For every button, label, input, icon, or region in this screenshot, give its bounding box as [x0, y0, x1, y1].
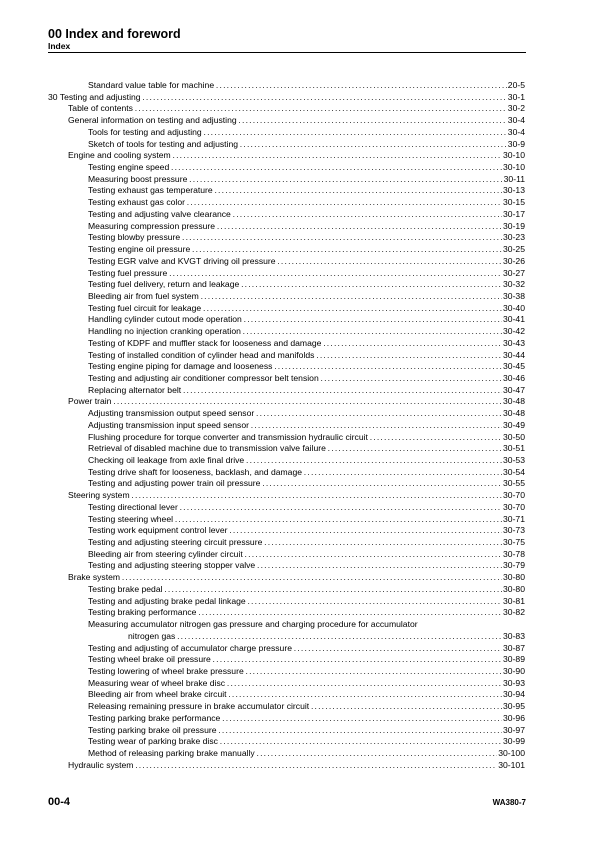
toc-entry-page: 30-100 [498, 747, 525, 758]
toc-entry-title: Testing engine oil pressure . . . [88, 244, 502, 256]
toc-entry-title: Testing work equipment control lever . . . [88, 525, 502, 537]
toc-entry-title: Brake system . . . [68, 572, 502, 584]
toc-entry-title: Testing wheel brake oil pressure . . . [88, 654, 502, 666]
toc-entry-page: 30-1 [507, 91, 525, 102]
toc-entry-title: Engine and cooling system . . . [68, 150, 502, 162]
toc-entry[interactable] [48, 478, 525, 490]
toc-entry-title: Method of releasing parking brake manually . . . [88, 748, 497, 760]
toc-entry-title: Testing of installed condition of cylinder head and manifolds . . . [88, 350, 502, 362]
toc-entry-page: 30-46 [503, 372, 525, 383]
toc-entry-page: 30-11 [503, 173, 525, 184]
toc-entry[interactable] [48, 350, 525, 362]
toc-entry-page: 30-9 [507, 138, 525, 149]
toc-entry[interactable] [48, 537, 525, 549]
toc-entry-title: Releasing remaining pressure in brake accumulator circuit . . . [88, 701, 502, 713]
toc-entry[interactable] [48, 139, 525, 151]
toc-entry-title: Testing fuel circuit for leakage . . . [88, 303, 502, 315]
toc-entry[interactable] [48, 654, 525, 666]
toc-entry-title: Testing EGR valve and KVGT driving oil pressure . . . [88, 256, 502, 268]
toc-entry[interactable] [48, 338, 525, 350]
toc-entry-page: 30-55 [503, 478, 525, 489]
toc-entry-title: Testing engine speed . . . [88, 162, 502, 174]
toc-entry[interactable] [48, 314, 525, 326]
page-title: 00 Index and foreword [48, 27, 181, 41]
toc-entry[interactable] [48, 467, 525, 479]
toc-entry-title: Testing exhaust gas temperature . . . [88, 185, 502, 197]
table-of-contents [48, 80, 525, 771]
toc-entry-title: Adjusting transmission input speed sensor . . . [88, 420, 502, 432]
toc-entry[interactable] [48, 666, 525, 678]
toc-entry-page: 30-83 [503, 630, 525, 641]
toc-entry-title: Testing braking performance . . . [88, 607, 502, 619]
toc-entry-title: Testing drive shaft for looseness, backlash, and damage . . . [88, 467, 502, 479]
toc-entry-title: Measuring boost pressure . . . [88, 174, 503, 186]
toc-entry-title: Sketch of tools for testing and adjusting . . . [88, 139, 507, 151]
toc-entry[interactable] [48, 103, 525, 115]
toc-entry[interactable] [48, 174, 525, 186]
toc-entry-title: Testing of KDPF and muffler stack for looseness and damage . . . [88, 338, 502, 350]
toc-entry-page: 30-73 [503, 525, 525, 536]
toc-entry-page: 30-40 [503, 302, 525, 313]
toc-entry-title: Testing fuel pressure . . . [88, 268, 502, 280]
toc-entry-page: 30-48 [503, 408, 525, 419]
toc-entry-page: 30-94 [503, 689, 525, 700]
toc-entry-title: Tools for testing and adjusting . . . [88, 127, 507, 139]
toc-entry[interactable] [48, 701, 525, 713]
toc-entry-page: 30-87 [503, 642, 525, 653]
toc-entry[interactable] [48, 209, 525, 221]
toc-entry[interactable] [48, 291, 525, 303]
toc-entry[interactable] [48, 490, 525, 502]
toc-entry-page: 30-25 [503, 244, 525, 255]
toc-entry-page: 30-10 [503, 150, 525, 161]
toc-entry-title-continued: nitrogen gas . . . [128, 631, 502, 643]
page-subtitle: Index [48, 41, 71, 51]
toc-entry-title: Testing directional lever . . . [88, 502, 502, 514]
toc-entry-page: 30-2 [507, 103, 525, 114]
toc-entry[interactable] [48, 725, 525, 737]
toc-entry-title: Testing and adjusting valve clearance . . . [88, 209, 502, 221]
toc-entry-page: 30-70 [503, 490, 525, 501]
toc-entry-title: Bleeding air from wheel brake circuit . . . [88, 689, 502, 701]
toc-entry-page: 30-80 [503, 583, 525, 594]
toc-entry-page: 30-71 [503, 513, 525, 524]
toc-entry-title: Testing parking brake oil pressure . . . [88, 725, 502, 737]
toc-entry-page: 30-99 [503, 736, 525, 747]
toc-entry[interactable] [48, 279, 525, 291]
toc-entry[interactable] [48, 596, 525, 608]
toc-entry[interactable] [48, 502, 525, 514]
toc-entry-page: 30-78 [503, 548, 525, 559]
toc-entry-page: 30-19 [503, 220, 525, 231]
toc-entry[interactable] [48, 678, 525, 690]
toc-entry[interactable] [48, 619, 525, 642]
toc-entry-title: Power train . . . [68, 396, 502, 408]
toc-entry[interactable] [48, 127, 525, 139]
toc-entry[interactable] [48, 643, 525, 655]
toc-entry-page: 30-49 [503, 419, 525, 430]
toc-entry-page: 30-13 [503, 185, 525, 196]
toc-entry-page: 30-95 [503, 701, 525, 712]
toc-entry[interactable] [48, 150, 525, 162]
toc-entry-title: Replacing alternator belt . . . [88, 385, 502, 397]
toc-entry-page: 30-53 [503, 455, 525, 465]
toc-entry-page: 30-4 [507, 115, 525, 126]
toc-entry[interactable] [48, 185, 525, 197]
toc-entry-page: 30-89 [503, 654, 525, 665]
toc-entry[interactable] [48, 420, 525, 432]
toc-entry[interactable] [48, 92, 525, 104]
toc-entry-page: 20-5 [507, 80, 525, 90]
toc-entry-title: Flushing procedure for torque converter and transmission hydraulic circuit . . . [88, 432, 502, 444]
toc-entry-title: Bleeding air from fuel system . . . [88, 291, 502, 303]
toc-entry-page: 30-15 [503, 197, 525, 208]
toc-entry-page: 30-101 [498, 759, 525, 770]
toc-entry-page: 30-54 [503, 466, 525, 477]
toc-entry[interactable] [48, 232, 525, 244]
toc-entry-title: Testing engine piping for damage and looseness . . . [88, 361, 502, 373]
toc-entry-page: 30-90 [503, 665, 525, 676]
toc-entry[interactable] [48, 432, 525, 444]
toc-entry-title: Testing brake pedal . . . [88, 584, 502, 596]
toc-entry-title: Testing parking brake performance . . . [88, 713, 502, 725]
toc-entry-page: 30-81 [503, 595, 525, 606]
toc-entry[interactable] [48, 162, 525, 174]
toc-entry-page: 30-27 [503, 267, 525, 278]
toc-entry-page: 30-23 [503, 232, 525, 243]
toc-entry-title: Testing and adjusting air conditioner compressor belt tension . . . [88, 373, 502, 385]
toc-entry-page: 30-48 [503, 396, 525, 407]
toc-entry[interactable] [48, 455, 525, 467]
toc-entry-page: 30-93 [503, 677, 525, 688]
toc-entry-title: 30 Testing and adjusting . . . [48, 92, 507, 104]
toc-entry-title: Testing and adjusting steering stopper valve . . . [88, 560, 502, 572]
toc-entry[interactable] [48, 549, 525, 561]
toc-entry[interactable] [48, 256, 525, 268]
toc-entry-title: Retrieval of disabled machine due to transmission valve failure . . . [88, 443, 502, 455]
toc-entry[interactable] [48, 584, 525, 596]
toc-entry-page: 30-26 [503, 255, 525, 266]
toc-entry-page: 30-80 [503, 572, 525, 583]
toc-entry[interactable] [48, 361, 525, 373]
toc-entry-title: Standard value table for machine . . . [88, 80, 507, 92]
toc-entry-title: Handling cylinder cutout mode operation . . . [88, 314, 502, 326]
toc-entry-title: Testing and adjusting steering circuit pressure . . . [88, 537, 502, 549]
toc-entry-page: 30-50 [503, 431, 525, 442]
toc-entry-page: 30-97 [503, 724, 525, 735]
toc-entry-title: Bleeding air from steering cylinder circuit . . . [88, 549, 502, 561]
header-rule [48, 52, 526, 53]
toc-entry-title: Testing steering wheel . . . [88, 514, 502, 526]
toc-entry-page: 30-51 [503, 443, 525, 454]
toc-entry[interactable] [48, 385, 525, 397]
toc-entry-page: 30-17 [503, 208, 525, 219]
toc-entry[interactable] [48, 560, 525, 572]
page-number: 00-4 [48, 796, 71, 808]
toc-entry[interactable] [48, 396, 525, 408]
toc-entry-page: 30-4 [507, 126, 525, 137]
toc-entry-title: Testing lowering of wheel brake pressure . . . [88, 666, 502, 678]
toc-entry[interactable] [48, 115, 525, 127]
toc-entry-page: 30-79 [503, 560, 525, 571]
toc-entry-page: 30-96 [503, 712, 525, 723]
toc-entry[interactable] [48, 736, 525, 748]
toc-entry[interactable] [48, 373, 525, 385]
toc-entry-page: 30-41 [503, 314, 525, 325]
toc-entry-title: Adjusting transmission output speed sensor . . . [88, 408, 502, 420]
toc-entry-title: Measuring wear of wheel brake disc . . . [88, 678, 502, 690]
toc-entry-title: Testing and adjusting power train oil pressure . . . [88, 478, 502, 490]
toc-entry[interactable] [48, 760, 525, 772]
toc-entry[interactable] [48, 514, 525, 526]
toc-entry[interactable] [48, 221, 525, 233]
toc-entry-title: Hydraulic system . . . [68, 760, 497, 772]
toc-entry-title: Steering system . . . [68, 490, 502, 502]
toc-entry-page: 30-42 [503, 326, 525, 337]
toc-entry-page: 30-44 [503, 349, 525, 360]
toc-entry-page: 30-38 [503, 290, 525, 301]
toc-entry[interactable] [48, 268, 525, 280]
toc-entry[interactable] [48, 408, 525, 420]
toc-entry-title: General information on testing and adjusting . . . [68, 115, 507, 127]
toc-entry[interactable] [48, 244, 525, 256]
toc-entry-title: Handling no injection cranking operation . . . [88, 326, 502, 338]
toc-entry[interactable] [48, 525, 525, 537]
toc-entry-title: Testing blowby pressure . . . [88, 232, 502, 244]
toc-entry-page: 30-47 [503, 384, 525, 395]
toc-entry[interactable] [48, 713, 525, 725]
toc-entry[interactable] [48, 326, 525, 338]
toc-entry-title: Testing exhaust gas color . . . [88, 197, 502, 209]
toc-entry[interactable] [48, 607, 525, 619]
model-name: WA380-7 [492, 798, 526, 807]
toc-entry-page: 30-45 [503, 361, 525, 372]
toc-entry-page: 30-10 [503, 162, 525, 173]
toc-entry-title: Testing wear of parking brake disc . . . [88, 736, 502, 748]
toc-entry-title: Testing and adjusting of accumulator charge pressure . . . [88, 643, 502, 655]
toc-entry[interactable] [48, 303, 525, 315]
toc-entry-page: 30-70 [503, 501, 525, 512]
toc-entry-page: 30-43 [503, 337, 525, 348]
toc-entry-title: Measuring compression pressure . . . [88, 221, 502, 233]
toc-entry[interactable] [48, 80, 525, 92]
toc-entry[interactable] [48, 197, 525, 209]
toc-entry-page: 30-82 [503, 607, 525, 618]
toc-entry[interactable] [48, 748, 525, 760]
toc-entry-page: 30-75 [503, 537, 525, 548]
toc-entry-page: 30-32 [503, 279, 525, 290]
toc-entry[interactable] [48, 443, 525, 455]
toc-entry-title: Checking oil leakage from axle final drive . . . [88, 455, 502, 467]
toc-entry-title: Table of contents . . . [68, 103, 507, 115]
toc-entry[interactable] [48, 689, 525, 701]
toc-entry-title: Testing fuel delivery, return and leakage . . . [88, 279, 502, 291]
toc-entry[interactable] [48, 572, 525, 584]
toc-entry-title: Testing and adjusting brake pedal linkage . . . [88, 596, 502, 608]
toc-entry-title: Measuring accumulator nitrogen gas pressure and charging procedure for accumulator [88, 619, 418, 630]
